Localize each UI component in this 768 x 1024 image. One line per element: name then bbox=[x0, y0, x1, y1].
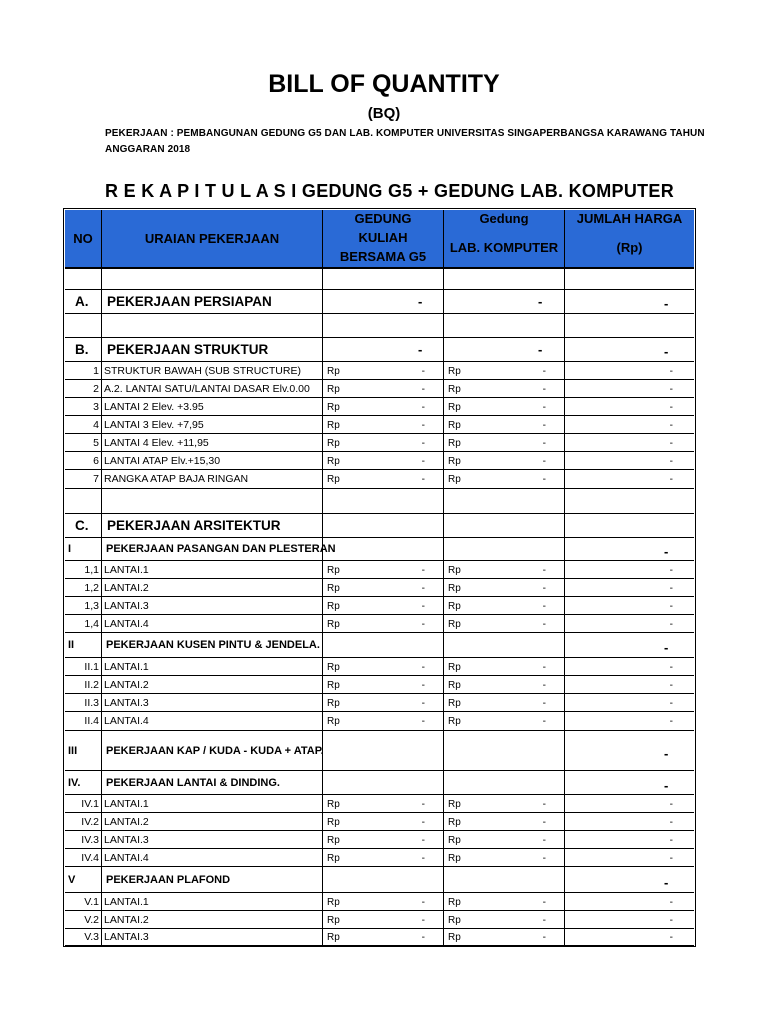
lab-value: - bbox=[542, 583, 546, 594]
row-divider bbox=[65, 866, 694, 867]
total-value: - bbox=[669, 853, 673, 864]
header-g5 bbox=[323, 209, 443, 266]
subsection-label: PEKERJAAN PLAFOND bbox=[106, 874, 231, 886]
header-total-line1: JUMLAH HARGA bbox=[576, 211, 683, 226]
subsection-label: PEKERJAAN LANTAI & DINDING. bbox=[106, 777, 280, 789]
lab-value: - bbox=[542, 680, 546, 691]
item-label: STRUKTUR BAWAH (SUB STRUCTURE) bbox=[104, 365, 301, 377]
section-total-value: - bbox=[664, 297, 669, 310]
item-label: LANTAI.2 bbox=[104, 914, 149, 926]
subsection-number: IV. bbox=[68, 777, 81, 789]
section-lab-value: - bbox=[538, 343, 543, 356]
header-lab bbox=[444, 209, 564, 257]
row-divider bbox=[65, 451, 694, 452]
row-divider bbox=[65, 812, 694, 813]
item-number: 6 bbox=[93, 455, 99, 467]
lab-value: - bbox=[542, 835, 546, 846]
lab-currency: Rp bbox=[448, 662, 461, 673]
g5-currency: Rp bbox=[327, 438, 340, 449]
item-number: 1,4 bbox=[84, 618, 99, 630]
row-divider bbox=[65, 730, 694, 731]
lab-value: - bbox=[542, 619, 546, 630]
row-divider bbox=[65, 910, 694, 911]
g5-value: - bbox=[421, 619, 425, 630]
row-divider bbox=[65, 928, 694, 929]
total-value: - bbox=[669, 583, 673, 594]
lab-value: - bbox=[542, 716, 546, 727]
lab-currency: Rp bbox=[448, 698, 461, 709]
item-number: 1,3 bbox=[84, 600, 99, 612]
subsection-number: III bbox=[68, 745, 78, 757]
g5-value: - bbox=[421, 583, 425, 594]
total-value: - bbox=[669, 915, 673, 926]
item-label: LANTAI.2 bbox=[104, 816, 149, 828]
lab-currency: Rp bbox=[448, 474, 461, 485]
total-value: - bbox=[669, 698, 673, 709]
header-lab-line2: LAB. KOMPUTER bbox=[449, 240, 559, 255]
g5-currency: Rp bbox=[327, 817, 340, 828]
lab-value: - bbox=[542, 698, 546, 709]
lab-value: - bbox=[542, 438, 546, 449]
lab-value: - bbox=[542, 420, 546, 431]
row-divider bbox=[65, 537, 694, 538]
g5-value: - bbox=[421, 662, 425, 673]
item-label: LANTAI.3 bbox=[104, 931, 149, 943]
row-divider bbox=[65, 675, 694, 676]
total-value: - bbox=[669, 619, 673, 630]
item-number: V.2 bbox=[84, 914, 99, 926]
item-label: RANGKA ATAP BAJA RINGAN bbox=[104, 473, 249, 485]
g5-value: - bbox=[421, 366, 425, 377]
g5-value: - bbox=[421, 817, 425, 828]
g5-value: - bbox=[421, 799, 425, 810]
g5-value: - bbox=[421, 384, 425, 395]
subsection-total-value: - bbox=[664, 545, 669, 558]
item-number: II.4 bbox=[84, 715, 99, 727]
g5-currency: Rp bbox=[327, 384, 340, 395]
g5-value: - bbox=[421, 402, 425, 413]
g5-value: - bbox=[421, 897, 425, 908]
total-value: - bbox=[669, 565, 673, 576]
row-divider bbox=[65, 945, 694, 946]
section-number: C. bbox=[75, 519, 89, 532]
header-g5-line3: BERSAMA G5 bbox=[339, 249, 427, 264]
lab-currency: Rp bbox=[448, 680, 461, 691]
recap-heading: R E K A P I T U L A S I GEDUNG G5 + GEDUNG LAB. KOMPUTER bbox=[105, 181, 675, 201]
g5-currency: Rp bbox=[327, 716, 340, 727]
item-label: LANTAI.3 bbox=[104, 600, 149, 612]
item-number: 1 bbox=[93, 365, 99, 377]
section-total-value: - bbox=[664, 345, 669, 358]
g5-currency: Rp bbox=[327, 366, 340, 377]
g5-currency: Rp bbox=[327, 799, 340, 810]
g5-value: - bbox=[421, 601, 425, 612]
item-label: LANTAI ATAP Elv.+15,30 bbox=[104, 455, 221, 467]
subsection-number: II bbox=[68, 639, 75, 651]
section-lab-value: - bbox=[538, 295, 543, 308]
g5-value: - bbox=[421, 565, 425, 576]
lab-currency: Rp bbox=[448, 799, 461, 810]
lab-value: - bbox=[542, 384, 546, 395]
g5-currency: Rp bbox=[327, 897, 340, 908]
g5-currency: Rp bbox=[327, 835, 340, 846]
item-label: LANTAI.4 bbox=[104, 852, 149, 864]
row-divider bbox=[65, 770, 694, 771]
total-value: - bbox=[669, 897, 673, 908]
g5-currency: Rp bbox=[327, 420, 340, 431]
item-label: LANTAI.2 bbox=[104, 582, 149, 594]
item-label: LANTAI.4 bbox=[104, 715, 149, 727]
total-value: - bbox=[669, 402, 673, 413]
total-value: - bbox=[669, 420, 673, 431]
lab-value: - bbox=[542, 662, 546, 673]
document-subtitle: (BQ) bbox=[367, 105, 401, 122]
item-number: IV.3 bbox=[81, 834, 99, 846]
item-number: II.2 bbox=[84, 679, 99, 691]
total-value: - bbox=[669, 680, 673, 691]
item-number: 5 bbox=[93, 437, 99, 449]
g5-value: - bbox=[421, 853, 425, 864]
row-divider bbox=[65, 693, 694, 694]
g5-value: - bbox=[421, 698, 425, 709]
lab-currency: Rp bbox=[448, 716, 461, 727]
g5-value: - bbox=[421, 474, 425, 485]
header-uraian: URAIAN PEKERJAAN bbox=[144, 231, 280, 246]
lab-currency: Rp bbox=[448, 438, 461, 449]
subsection-number: I bbox=[68, 543, 72, 555]
g5-value: - bbox=[421, 420, 425, 431]
lab-value: - bbox=[542, 456, 546, 467]
g5-currency: Rp bbox=[327, 680, 340, 691]
total-value: - bbox=[669, 366, 673, 377]
g5-currency: Rp bbox=[327, 915, 340, 926]
total-value: - bbox=[669, 817, 673, 828]
lab-currency: Rp bbox=[448, 366, 461, 377]
subsection-label: PEKERJAAN KAP / KUDA - KUDA + ATAP. bbox=[106, 745, 324, 757]
header-total-line2: (Rp) bbox=[616, 240, 643, 255]
g5-currency: Rp bbox=[327, 565, 340, 576]
lab-value: - bbox=[542, 402, 546, 413]
lab-currency: Rp bbox=[448, 817, 461, 828]
section-g5-value: - bbox=[418, 295, 423, 308]
lab-value: - bbox=[542, 817, 546, 828]
lab-currency: Rp bbox=[448, 565, 461, 576]
item-label: LANTAI.3 bbox=[104, 697, 149, 709]
header-divider bbox=[65, 267, 694, 269]
row-divider bbox=[65, 848, 694, 849]
row-divider bbox=[65, 596, 694, 597]
item-number: 7 bbox=[93, 473, 99, 485]
lab-value: - bbox=[542, 601, 546, 612]
item-number: II.1 bbox=[84, 661, 99, 673]
item-label: LANTAI 2 Elev. +3.95 bbox=[104, 401, 204, 413]
g5-value: - bbox=[421, 716, 425, 727]
lab-currency: Rp bbox=[448, 853, 461, 864]
lab-value: - bbox=[542, 932, 546, 943]
g5-value: - bbox=[421, 915, 425, 926]
section-number: B. bbox=[75, 343, 89, 356]
item-number: 1,1 bbox=[84, 564, 99, 576]
header-total bbox=[565, 209, 694, 257]
item-label: LANTAI.1 bbox=[104, 798, 149, 810]
row-divider bbox=[65, 397, 694, 398]
lab-value: - bbox=[542, 366, 546, 377]
item-number: 4 bbox=[93, 419, 99, 431]
g5-value: - bbox=[421, 932, 425, 943]
g5-currency: Rp bbox=[327, 402, 340, 413]
total-value: - bbox=[669, 932, 673, 943]
row-divider bbox=[65, 632, 694, 633]
total-value: - bbox=[669, 384, 673, 395]
subsection-label: PEKERJAAN KUSEN PINTU & JENDELA. bbox=[106, 639, 320, 651]
g5-currency: Rp bbox=[327, 662, 340, 673]
section-g5-value: - bbox=[418, 343, 423, 356]
lab-currency: Rp bbox=[448, 456, 461, 467]
total-value: - bbox=[669, 799, 673, 810]
item-label: LANTAI.3 bbox=[104, 834, 149, 846]
lab-value: - bbox=[542, 915, 546, 926]
lab-currency: Rp bbox=[448, 601, 461, 612]
subsection-label: PEKERJAAN PASANGAN DAN PLESTERAN bbox=[106, 543, 336, 555]
g5-value: - bbox=[421, 680, 425, 691]
lab-currency: Rp bbox=[448, 932, 461, 943]
total-value: - bbox=[669, 438, 673, 449]
item-number: 3 bbox=[93, 401, 99, 413]
lab-currency: Rp bbox=[448, 915, 461, 926]
row-divider bbox=[65, 488, 694, 489]
item-label: LANTAI.1 bbox=[104, 896, 149, 908]
header-no: NO bbox=[73, 231, 93, 246]
g5-value: - bbox=[421, 835, 425, 846]
g5-currency: Rp bbox=[327, 932, 340, 943]
row-divider bbox=[65, 415, 694, 416]
item-number: V.3 bbox=[84, 931, 99, 943]
item-number: IV.1 bbox=[81, 798, 99, 810]
g5-currency: Rp bbox=[327, 474, 340, 485]
subsection-total-value: - bbox=[664, 641, 669, 654]
row-divider bbox=[65, 578, 694, 579]
project-description: PEKERJAAN : PEMBANGUNAN GEDUNG G5 DAN LAB. KOMPUTER UNIVERSITAS SINGAPERBANGSA KARAWANG TAHUN ANGGARAN 2018 bbox=[105, 128, 705, 155]
item-label: LANTAI.4 bbox=[104, 618, 149, 630]
item-label: LANTAI 4 Elev. +11,95 bbox=[104, 437, 209, 449]
total-value: - bbox=[669, 601, 673, 612]
lab-currency: Rp bbox=[448, 583, 461, 594]
lab-currency: Rp bbox=[448, 619, 461, 630]
g5-currency: Rp bbox=[327, 853, 340, 864]
subsection-total-value: - bbox=[664, 876, 669, 889]
row-divider bbox=[65, 469, 694, 470]
g5-currency: Rp bbox=[327, 698, 340, 709]
row-divider bbox=[65, 830, 694, 831]
item-label: A.2. LANTAI SATU/LANTAI DASAR Elv.0.00 bbox=[104, 383, 310, 395]
row-divider bbox=[65, 337, 694, 338]
row-divider bbox=[65, 513, 694, 514]
item-number: V.1 bbox=[84, 896, 99, 908]
lab-currency: Rp bbox=[448, 835, 461, 846]
section-label: PEKERJAAN ARSITEKTUR bbox=[107, 519, 281, 532]
header-g5-line2: KULIAH bbox=[358, 230, 408, 245]
row-divider bbox=[65, 892, 694, 893]
item-label: LANTAI.2 bbox=[104, 679, 149, 691]
lab-currency: Rp bbox=[448, 897, 461, 908]
header-g5-line1: GEDUNG bbox=[354, 211, 412, 226]
lab-currency: Rp bbox=[448, 420, 461, 431]
row-divider bbox=[65, 433, 694, 434]
g5-value: - bbox=[421, 438, 425, 449]
item-number: IV.4 bbox=[81, 852, 99, 864]
item-label: LANTAI.1 bbox=[104, 661, 149, 673]
item-number: 1,2 bbox=[84, 582, 99, 594]
total-value: - bbox=[669, 716, 673, 727]
total-value: - bbox=[669, 835, 673, 846]
section-label: PEKERJAAN PERSIAPAN bbox=[107, 295, 272, 308]
total-value: - bbox=[669, 474, 673, 485]
section-label: PEKERJAAN STRUKTUR bbox=[107, 343, 269, 356]
row-divider bbox=[65, 560, 694, 561]
g5-value: - bbox=[421, 456, 425, 467]
subsection-total-value: - bbox=[664, 779, 669, 792]
total-value: - bbox=[669, 456, 673, 467]
row-divider bbox=[65, 794, 694, 795]
g5-currency: Rp bbox=[327, 619, 340, 630]
item-label: LANTAI 3 Elev. +7,95 bbox=[104, 419, 204, 431]
document-title: BILL OF QUANTITY bbox=[268, 70, 500, 98]
section-number: A. bbox=[75, 295, 89, 308]
lab-value: - bbox=[542, 799, 546, 810]
item-number: II.3 bbox=[84, 697, 99, 709]
item-number: 2 bbox=[93, 383, 99, 395]
item-number: IV.2 bbox=[81, 816, 99, 828]
row-divider bbox=[65, 711, 694, 712]
lab-value: - bbox=[542, 853, 546, 864]
lab-currency: Rp bbox=[448, 384, 461, 395]
header-lab-line1: Gedung bbox=[479, 211, 529, 226]
subsection-number: V bbox=[68, 874, 76, 886]
row-divider bbox=[65, 361, 694, 362]
lab-value: - bbox=[542, 897, 546, 908]
g5-currency: Rp bbox=[327, 456, 340, 467]
row-divider bbox=[65, 313, 694, 314]
g5-currency: Rp bbox=[327, 583, 340, 594]
subsection-total-value: - bbox=[664, 747, 669, 760]
row-divider bbox=[65, 379, 694, 380]
g5-currency: Rp bbox=[327, 601, 340, 612]
row-divider bbox=[65, 614, 694, 615]
lab-value: - bbox=[542, 565, 546, 576]
lab-currency: Rp bbox=[448, 402, 461, 413]
row-divider bbox=[65, 289, 694, 290]
item-label: LANTAI.1 bbox=[104, 564, 149, 576]
total-value: - bbox=[669, 662, 673, 673]
row-divider bbox=[65, 657, 694, 658]
lab-value: - bbox=[542, 474, 546, 485]
